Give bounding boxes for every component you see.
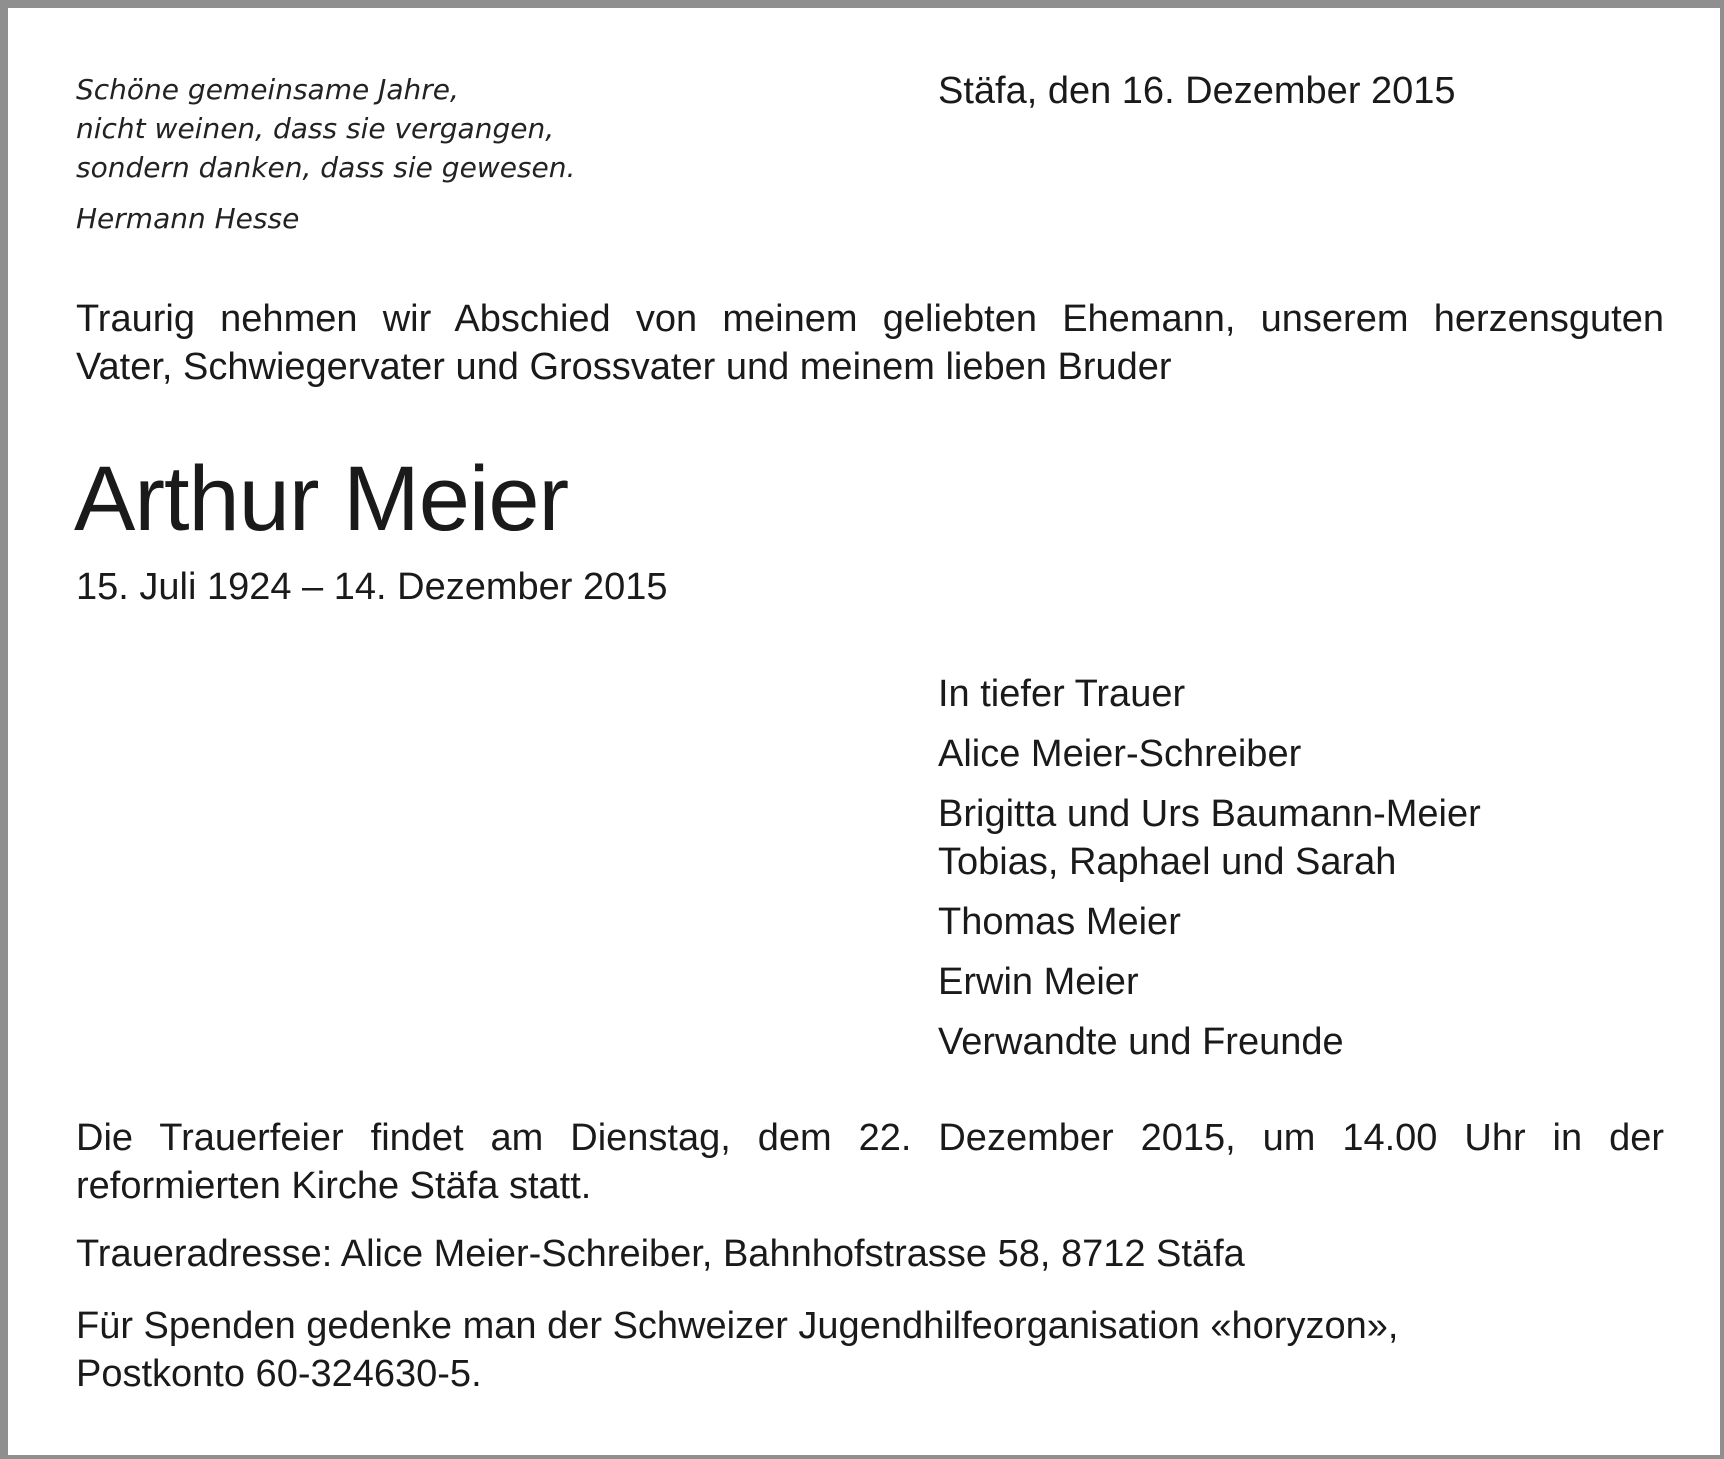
mourner-name: Alice Meier-Schreiber <box>938 733 1302 775</box>
mourner-entry <box>938 730 1481 778</box>
donations-line: Postkonto 60-324630-5. <box>76 1353 482 1395</box>
mourner-name: Thomas Meier <box>938 901 1181 943</box>
mourner-name: Erwin Meier <box>938 961 1139 1003</box>
donations-info <box>76 1302 1398 1398</box>
quote-line: sondern danken, dass sie gewesen. <box>76 151 576 184</box>
mourner-name: Verwandte und Freunde <box>938 1021 1344 1063</box>
mourner-entry <box>938 790 1481 886</box>
mourners-heading: In tiefer Trauer <box>938 673 1186 715</box>
place-date: Stäfa, den 16. Dezember 2015 <box>938 70 1456 112</box>
intro-text <box>76 295 1664 391</box>
quote-block <box>76 70 696 238</box>
deceased-name: Arthur Meier <box>74 448 569 550</box>
intro-line: Vater, Schwiegervater und Grossvater und meinem lieben Bruder <box>76 346 1172 388</box>
ceremony-line: reformierten Kirche Stäfa statt. <box>76 1165 592 1207</box>
mourner-name: Brigitta und Urs Baumann-Meier <box>938 793 1481 835</box>
mourner-subline: Tobias, Raphael und Sarah <box>938 841 1397 883</box>
mourner-entry <box>938 958 1481 1006</box>
ceremony-line: Die Trauerfeier findet am Dienstag, dem 22. Dezember 2015, um 14.00 Uhr in der <box>76 1117 1664 1159</box>
mourning-address: Traueradresse: Alice Meier-Schreiber, Bahnhofstrasse 58, 8712 Stäfa <box>76 1233 1245 1275</box>
quote-line: Schöne gemeinsame Jahre, <box>76 73 459 106</box>
ceremony-info <box>76 1114 1664 1210</box>
intro-line: Traurig nehmen wir Abschied von meinem geliebten Ehemann, unserem herzensguten <box>76 298 1664 340</box>
mourner-entry <box>938 1018 1481 1066</box>
life-dates: 15. Juli 1924 – 14. Dezember 2015 <box>76 566 668 608</box>
quote-line: nicht weinen, dass sie vergangen, <box>76 112 555 145</box>
donations-line: Für Spenden gedenke man der Schweizer Jugendhilfeorganisation «horyzon», <box>76 1305 1399 1347</box>
mourner-entry <box>938 898 1481 946</box>
quote-author: Hermann Hesse <box>76 202 300 235</box>
mourners-list <box>938 670 1481 1078</box>
